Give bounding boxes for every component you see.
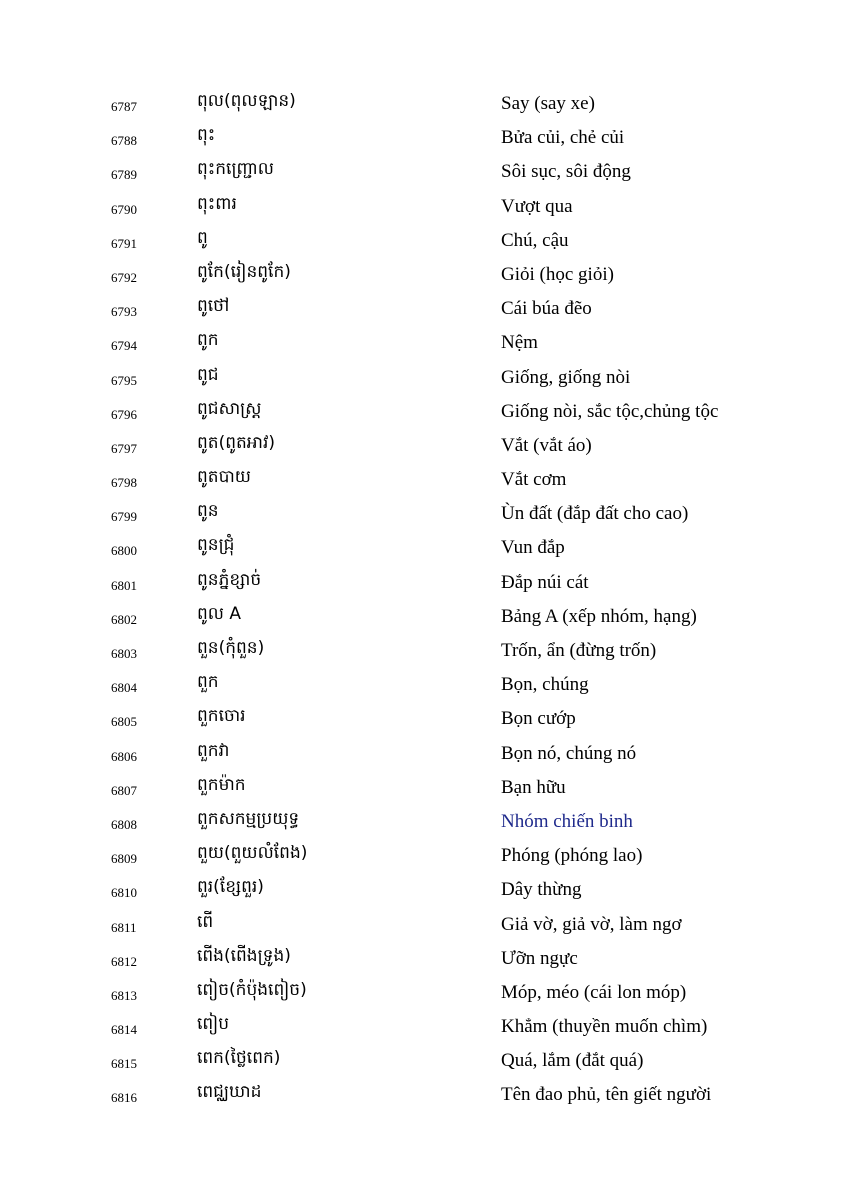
entry-number: 6810 bbox=[111, 885, 137, 901]
khmer-term: ពូ bbox=[197, 227, 208, 248]
vietnamese-translation: Chú, cậu bbox=[501, 229, 569, 251]
list-item bbox=[0, 633, 848, 667]
khmer-term: ពូត(ពូតអាវ) bbox=[197, 432, 276, 453]
list-item bbox=[0, 154, 848, 188]
vietnamese-translation: Ùn đất (đắp đất cho cao) bbox=[501, 503, 689, 525]
vietnamese-translation: Ưỡn ngực bbox=[501, 947, 578, 969]
khmer-term: ពួកវា bbox=[197, 740, 230, 761]
list-item bbox=[0, 530, 848, 564]
vietnamese-translation: Giỏi (học giỏi) bbox=[501, 263, 614, 285]
vietnamese-translation: Say (say xe) bbox=[501, 93, 595, 114]
entry-list bbox=[0, 86, 848, 1112]
list-item bbox=[0, 291, 848, 325]
list-item bbox=[0, 428, 848, 462]
vietnamese-translation: Vun đắp bbox=[501, 537, 565, 559]
vietnamese-translation: Giống, giống nòi bbox=[501, 366, 631, 388]
vietnamese-translation: Vắt cơm bbox=[501, 469, 567, 491]
vietnamese-translation: Bọn cướp bbox=[501, 708, 576, 730]
entry-number: 6797 bbox=[111, 440, 137, 456]
vietnamese-translation: Bảng A (xếp nhóm, hạng) bbox=[501, 605, 697, 627]
vietnamese-translation: Vượt qua bbox=[501, 195, 573, 217]
entry-number: 6793 bbox=[111, 304, 137, 320]
entry-number: 6798 bbox=[111, 475, 137, 491]
list-item bbox=[0, 941, 848, 975]
khmer-term: ពុះពារ bbox=[197, 193, 237, 214]
list-item bbox=[0, 394, 848, 428]
vietnamese-translation: Giống nòi, sắc tộc,chủng tộc bbox=[501, 400, 719, 422]
entry-number: 6803 bbox=[111, 646, 137, 661]
khmer-term: ពូថៅ bbox=[197, 296, 230, 317]
khmer-term: ពួកចោរ bbox=[197, 706, 246, 727]
list-item bbox=[0, 667, 848, 701]
list-item bbox=[0, 907, 848, 941]
entry-number: 6787 bbox=[111, 99, 137, 114]
khmer-term: ពេក(ថ្លៃពេក) bbox=[197, 1048, 281, 1069]
entry-number: 6790 bbox=[111, 201, 137, 217]
vietnamese-translation: Giả vờ, giả vờ, làm ngơ bbox=[501, 913, 682, 935]
entry-number: 6814 bbox=[111, 1022, 137, 1038]
entry-number: 6807 bbox=[111, 782, 137, 798]
entry-number: 6811 bbox=[111, 919, 137, 935]
entry-number: 6792 bbox=[111, 269, 137, 285]
vietnamese-translation: Bửa củi, chẻ củi bbox=[501, 127, 625, 149]
entry-number: 6806 bbox=[111, 748, 137, 764]
khmer-term: ពៀច(កំប៉ុងពៀច) bbox=[197, 979, 307, 1000]
list-item bbox=[0, 257, 848, 291]
entry-number: 6809 bbox=[111, 851, 137, 867]
khmer-term: ពួកម៉ាក bbox=[197, 774, 246, 795]
vietnamese-translation: Quá, lắm (đắt quá) bbox=[501, 1050, 644, 1072]
entry-number: 6799 bbox=[111, 509, 137, 525]
vietnamese-translation: Sôi sục, sôi động bbox=[501, 161, 631, 183]
vietnamese-translation: Phóng (phóng lao) bbox=[501, 845, 643, 867]
list-item bbox=[0, 1043, 848, 1077]
list-item bbox=[0, 462, 848, 496]
vietnamese-translation: Bọn, chúng bbox=[501, 674, 589, 696]
list-item bbox=[0, 975, 848, 1009]
list-item bbox=[0, 223, 848, 257]
list-item bbox=[0, 189, 848, 223]
khmer-term: ពូតបាយ bbox=[197, 467, 251, 488]
khmer-term: ពូកែ(រៀនពូកែ) bbox=[197, 261, 291, 282]
vietnamese-translation: Vắt (vắt áo) bbox=[501, 434, 592, 456]
list-item bbox=[0, 736, 848, 770]
entry-number: 6791 bbox=[111, 235, 137, 251]
list-item bbox=[0, 804, 848, 838]
list-item bbox=[0, 325, 848, 359]
list-item bbox=[0, 872, 848, 906]
khmer-term: ពូន bbox=[197, 501, 219, 522]
khmer-term: ពុះកញ្ជ្រោល bbox=[197, 159, 274, 180]
entry-number: 6808 bbox=[111, 816, 137, 832]
khmer-term: ពើ bbox=[197, 911, 214, 932]
entry-number: 6796 bbox=[111, 406, 137, 422]
vietnamese-translation: Trốn, ẩn (đừng trốn) bbox=[501, 640, 657, 661]
vietnamese-translation: Bọn nó, chúng nó bbox=[501, 742, 637, 764]
list-item bbox=[0, 701, 848, 735]
list-item bbox=[0, 360, 848, 394]
khmer-term: ពូល A bbox=[197, 603, 242, 624]
entry-number: 6789 bbox=[111, 167, 137, 183]
vietnamese-translation: Dây thừng bbox=[501, 879, 582, 901]
entry-number: 6813 bbox=[111, 987, 137, 1003]
list-item bbox=[0, 1009, 848, 1043]
list-item bbox=[0, 1077, 848, 1111]
khmer-term: ពូនភ្នំខ្សាច់ bbox=[197, 569, 262, 590]
vietnamese-translation: Tên đao phủ, tên giết người bbox=[501, 1084, 712, 1106]
entry-number: 6804 bbox=[111, 680, 137, 696]
list-item bbox=[0, 496, 848, 530]
khmer-term: ពូជសាស្ត្រ bbox=[197, 398, 262, 419]
khmer-term: ពើង(ពើងទ្រូង) bbox=[197, 945, 291, 966]
khmer-term: ពុះ bbox=[197, 125, 216, 146]
entry-number: 6795 bbox=[111, 372, 137, 388]
entry-number: 6805 bbox=[111, 714, 137, 730]
vietnamese-translation-highlighted: Nhóm chiến binh bbox=[501, 810, 633, 832]
khmer-term: ពូជ bbox=[197, 364, 219, 385]
list-item bbox=[0, 599, 848, 633]
khmer-term: ពៀប bbox=[197, 1014, 230, 1035]
entry-number: 6800 bbox=[111, 543, 137, 559]
vietnamese-translation: Móp, méo (cái lon móp) bbox=[501, 981, 687, 1003]
khmer-term: ពុល(ពុលឡាន) bbox=[197, 91, 296, 111]
entry-number: 6788 bbox=[111, 133, 137, 149]
list-item bbox=[0, 565, 848, 599]
khmer-term: ពូក bbox=[197, 330, 219, 351]
list-item bbox=[0, 770, 848, 804]
entry-number: 6801 bbox=[111, 577, 137, 593]
khmer-term: ពួយ(ពួយលំពែង) bbox=[197, 843, 308, 864]
entry-number: 6815 bbox=[111, 1056, 137, 1072]
list-item bbox=[0, 86, 848, 120]
khmer-term: ពួកសកម្មប្រយុទ្ធ bbox=[197, 808, 300, 829]
list-item bbox=[0, 838, 848, 872]
list-item bbox=[0, 120, 848, 154]
entry-number: 6794 bbox=[111, 338, 137, 354]
vietnamese-translation: Khẳm (thuyền muốn chìm) bbox=[501, 1016, 708, 1038]
khmer-term: ពូនជ្រុំ bbox=[197, 535, 235, 556]
vietnamese-translation: Bạn hữu bbox=[501, 776, 566, 798]
entry-number: 6816 bbox=[111, 1090, 137, 1106]
khmer-term: ពួក bbox=[197, 672, 219, 693]
khmer-term: ពេជ្ឈឃាដ bbox=[197, 1082, 262, 1103]
vietnamese-translation: Đắp núi cát bbox=[501, 571, 589, 593]
vietnamese-translation: Nệm bbox=[501, 332, 538, 354]
entry-number: 6812 bbox=[111, 953, 137, 969]
khmer-term: ពួរ(ខ្សែពួរ) bbox=[197, 877, 264, 898]
entry-number: 6802 bbox=[111, 611, 137, 627]
khmer-term: ពួន(កុំពួន) bbox=[197, 638, 265, 658]
vietnamese-translation: Cái búa đẽo bbox=[501, 298, 592, 320]
